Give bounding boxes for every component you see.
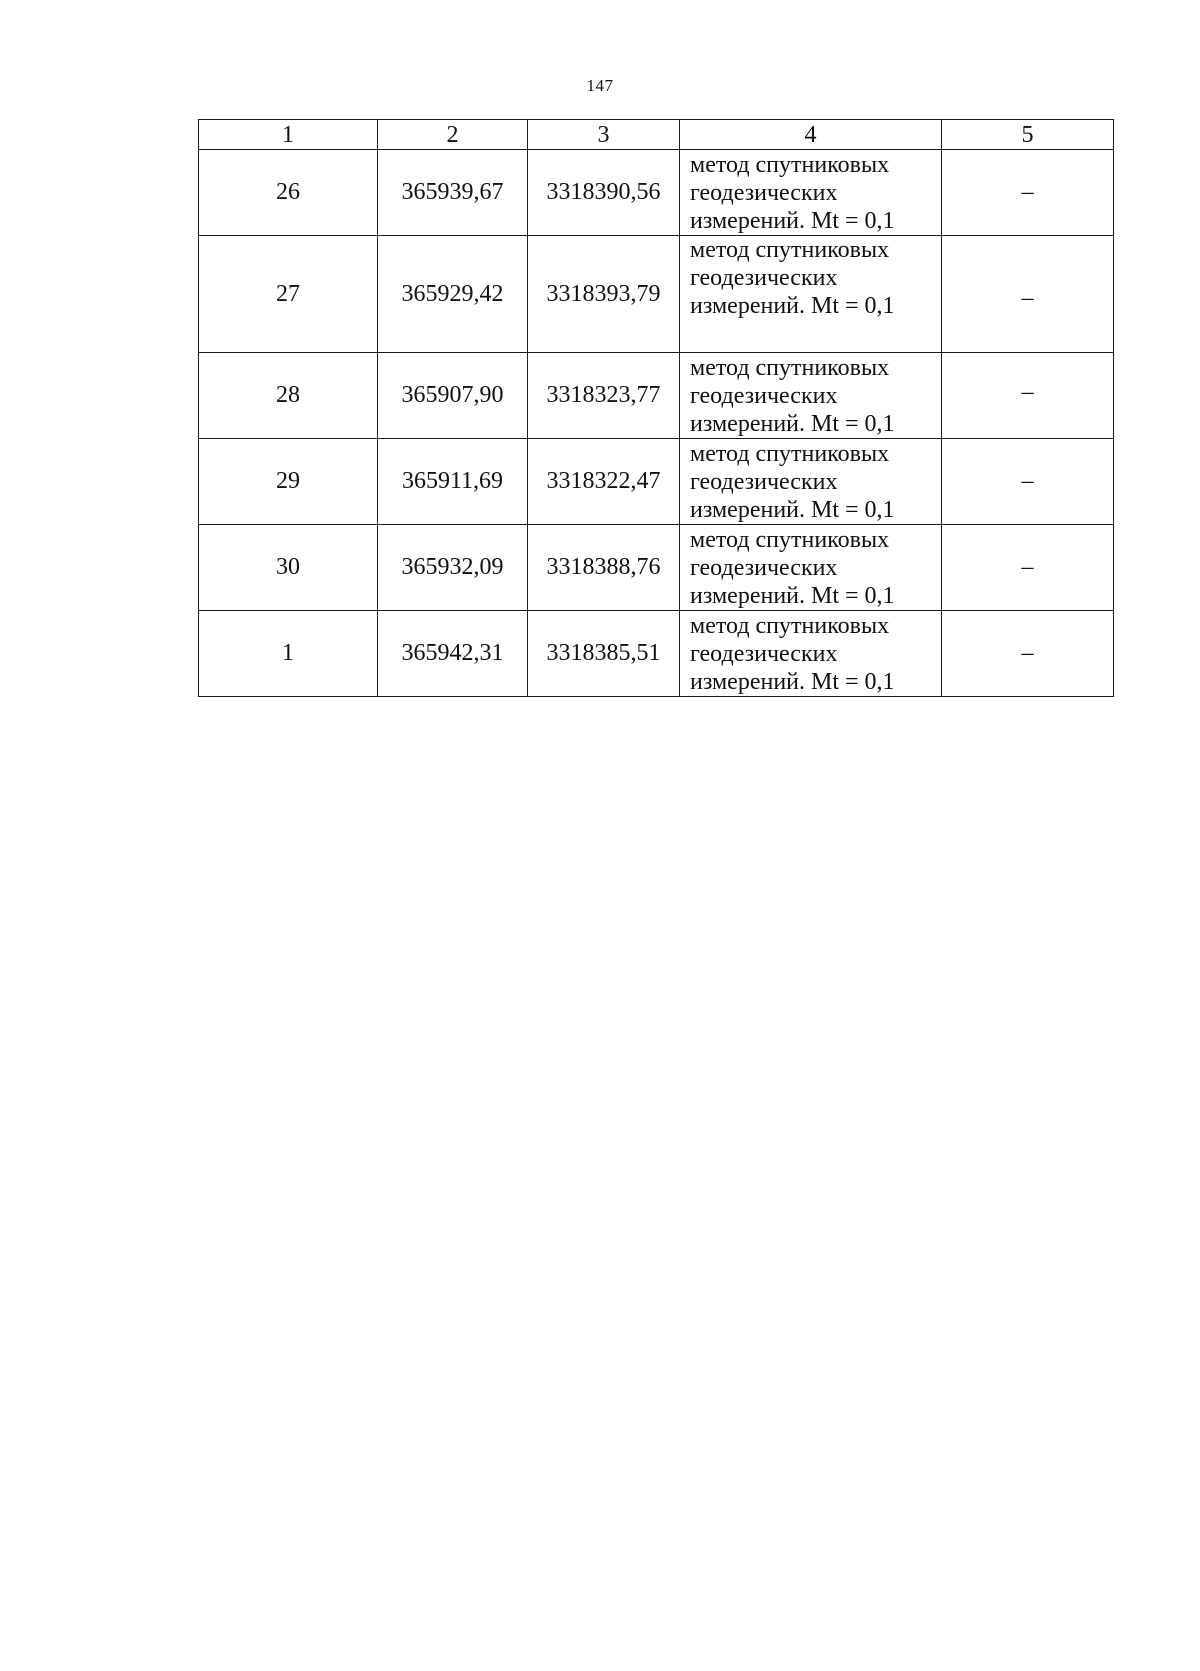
method-cell	[680, 353, 942, 439]
coordinate-x: 365942,31	[378, 611, 528, 697]
note-cell: –	[942, 525, 1114, 611]
table-row	[199, 525, 1114, 611]
table-row	[199, 150, 1114, 236]
coordinates-table	[198, 119, 1114, 697]
note-cell: –	[942, 353, 1114, 439]
method-line: метод спутниковых	[690, 354, 890, 381]
point-number: 26	[199, 150, 378, 236]
page-number: 147	[586, 76, 614, 95]
coordinate-y: 3318388,76	[528, 525, 680, 611]
method-line: геодезических	[690, 179, 838, 206]
method-line: измерений. Mt = 0,1	[690, 293, 895, 319]
coordinate-y: 3318322,47	[528, 439, 680, 525]
column-header-2: 2	[378, 120, 528, 150]
coordinate-y: 3318393,79	[528, 236, 680, 353]
method-line: измерений. Mt = 0,1	[690, 496, 895, 523]
method-line: геодезических	[690, 640, 838, 667]
coordinate-y: 3318390,56	[528, 150, 680, 236]
column-header-5: 5	[942, 120, 1114, 150]
method-line: измерений. Mt = 0,1	[690, 582, 895, 609]
table-row	[199, 439, 1114, 525]
method-line: метод спутниковых	[690, 237, 890, 263]
table-row	[199, 611, 1114, 697]
note-cell: –	[942, 439, 1114, 525]
method-line: геодезических	[690, 554, 838, 581]
table-row	[199, 353, 1114, 439]
method-line: измерений. Mt = 0,1	[690, 207, 895, 234]
method-line: измерений. Mt = 0,1	[690, 668, 895, 695]
coordinate-x: 365939,67	[378, 150, 528, 236]
point-number: 27	[199, 236, 378, 353]
table-row	[199, 236, 1114, 353]
point-number: 28	[199, 353, 378, 439]
method-line: геодезических	[690, 468, 838, 495]
method-line: метод спутниковых	[690, 612, 890, 639]
column-header-1: 1	[199, 120, 378, 150]
note-cell: –	[942, 236, 1114, 353]
method-line: геодезических	[690, 382, 838, 409]
coordinate-y: 3318323,77	[528, 353, 680, 439]
method-cell	[680, 236, 942, 353]
table-header-row	[199, 120, 1114, 150]
method-line: метод спутниковых	[690, 151, 890, 178]
note-cell: –	[942, 611, 1114, 697]
method-cell	[680, 150, 942, 236]
method-line: геодезических	[690, 265, 838, 291]
coordinate-x: 365932,09	[378, 525, 528, 611]
coordinate-y: 3318385,51	[528, 611, 680, 697]
method-line: метод спутниковых	[690, 526, 890, 553]
coordinate-x: 365929,42	[378, 236, 528, 353]
coordinate-x: 365907,90	[378, 353, 528, 439]
method-line: измерений. Mt = 0,1	[690, 410, 895, 437]
point-number: 1	[199, 611, 378, 697]
coordinate-x: 365911,69	[378, 439, 528, 525]
method-cell	[680, 525, 942, 611]
note-cell: –	[942, 150, 1114, 236]
point-number: 30	[199, 525, 378, 611]
method-cell	[680, 611, 942, 697]
method-cell	[680, 439, 942, 525]
column-header-3: 3	[528, 120, 680, 150]
point-number: 29	[199, 439, 378, 525]
method-line: метод спутниковых	[690, 440, 890, 467]
column-header-4: 4	[680, 120, 942, 150]
